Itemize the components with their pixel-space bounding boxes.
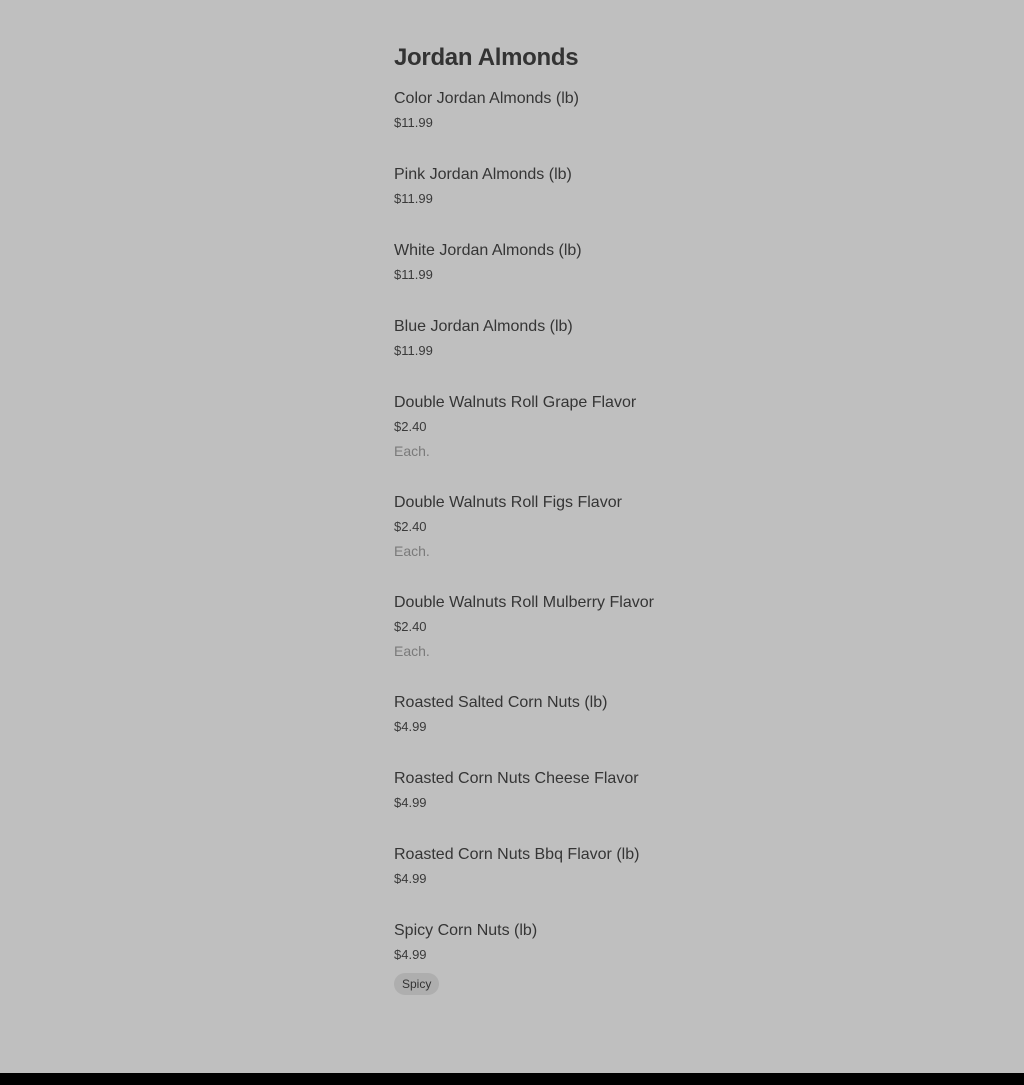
item-price: $11.99 <box>394 343 433 358</box>
item-name: White Jordan Almonds (lb) <box>394 242 582 259</box>
menu-item[interactable] <box>394 492 794 592</box>
item-price: $2.40 <box>394 519 427 534</box>
item-name: Double Walnuts Roll Figs Flavor <box>394 494 622 511</box>
menu-item[interactable] <box>394 164 794 240</box>
section-title: Jordan Almonds <box>394 44 579 71</box>
menu-item[interactable] <box>394 240 794 316</box>
footer-bar <box>0 1073 1024 1085</box>
menu-item[interactable] <box>394 592 794 692</box>
item-name: Roasted Salted Corn Nuts (lb) <box>394 694 608 711</box>
item-price: $4.99 <box>394 719 427 734</box>
item-name: Spicy Corn Nuts (lb) <box>394 922 538 939</box>
item-name: Double Walnuts Roll Grape Flavor <box>394 394 637 411</box>
item-name: Color Jordan Almonds (lb) <box>394 90 579 107</box>
menu-item[interactable] <box>394 844 794 920</box>
item-note: Each. <box>394 543 430 559</box>
item-note: Each. <box>394 443 430 459</box>
item-price: $4.99 <box>394 795 427 810</box>
item-price: $4.99 <box>394 947 427 962</box>
item-name: Roasted Corn Nuts Cheese Flavor <box>394 770 639 787</box>
menu-item[interactable] <box>394 692 794 768</box>
item-name: Double Walnuts Roll Mulberry Flavor <box>394 594 654 611</box>
spicy-tag-badge: Spicy <box>394 973 439 995</box>
item-price: $2.40 <box>394 419 427 434</box>
menu-item[interactable] <box>394 88 794 164</box>
item-name: Pink Jordan Almonds (lb) <box>394 166 572 183</box>
item-price: $2.40 <box>394 619 427 634</box>
item-note: Each. <box>394 643 430 659</box>
menu-item-list <box>394 88 794 996</box>
item-name: Roasted Corn Nuts Bbq Flavor (lb) <box>394 846 640 863</box>
menu-item[interactable] <box>394 768 794 844</box>
item-price: $11.99 <box>394 267 433 282</box>
menu-item[interactable] <box>394 316 794 392</box>
item-price: $4.99 <box>394 871 427 886</box>
item-name: Blue Jordan Almonds (lb) <box>394 318 573 335</box>
item-price: $11.99 <box>394 191 433 206</box>
item-price: $11.99 <box>394 115 433 130</box>
menu-section <box>394 40 794 996</box>
menu-item[interactable] <box>394 920 794 996</box>
menu-item[interactable] <box>394 392 794 492</box>
